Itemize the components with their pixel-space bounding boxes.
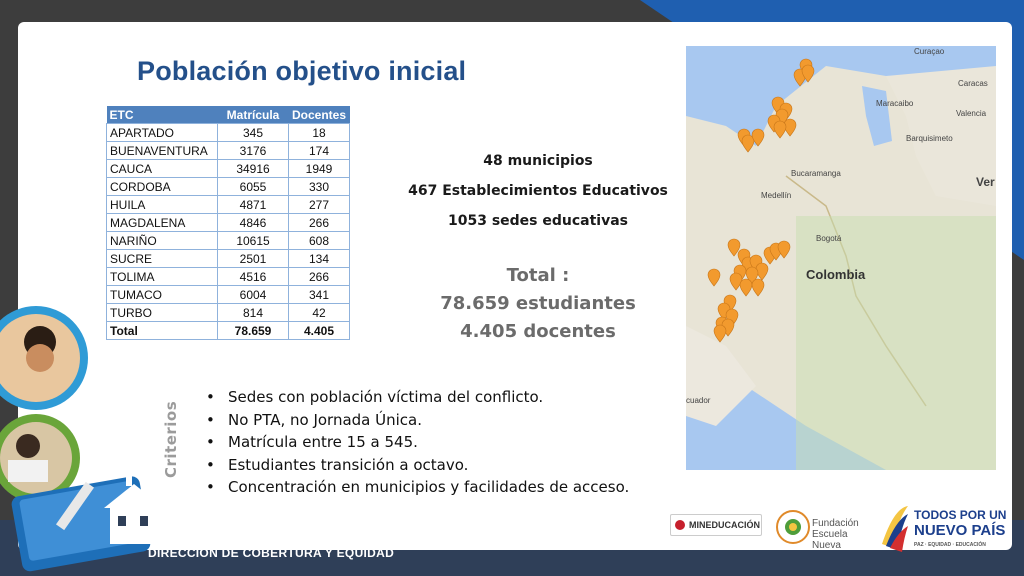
totals-docentes: 4.405 docentes [460,321,616,342]
school-chimney [126,470,132,486]
cell-etc: SUCRE [107,250,218,268]
map-label-barquisimeto: Barquisimeto [906,134,953,143]
cell-matricula: 3176 [218,142,289,160]
green-region [796,216,996,470]
totals-label: Total : [506,265,570,286]
map-label-curacao: Curaçao [914,47,945,56]
table-row [107,232,350,250]
tpn-line1: TODOS POR UN [914,508,1007,522]
cell-docentes: 1949 [289,160,350,178]
map-label-caracas: Caracas [958,79,988,88]
cell-docentes: 330 [289,178,350,196]
fundacion-logo [776,502,862,551]
cell-etc: HUILA [107,196,218,214]
stat-sedes: 1053 sedes educativas [447,213,629,229]
list-item: • Matrícula entre 15 a 545. [200,431,629,454]
cell-etc: NARIÑO [107,232,218,250]
cell-matricula: 6004 [218,286,289,304]
map-label-maracaibo: Maracaibo [876,99,914,108]
mineducacion-text: MINEDUCACIÓN [689,520,760,530]
header-docentes: Docentes [289,106,350,124]
table-row [107,196,350,214]
cell-matricula: 345 [218,124,289,142]
table-header-row [107,106,350,124]
cell-etc: CAUCA [107,160,218,178]
list-item: • Sedes con población víctima del conflicto. [200,386,629,409]
teacher-hair [16,434,40,458]
map-label-bogota: Bogotá [816,234,842,243]
cell-etc: Total [107,322,218,340]
cell-docentes: 4.405 [289,322,350,340]
totals-block [400,262,676,346]
cell-etc: TURBO [107,304,218,322]
cell-matricula: 4846 [218,214,289,232]
list-item: • Estudiantes transición a octavo. [200,454,629,477]
cell-docentes: 277 [289,196,350,214]
todos-por-un-nuevo-pais-logo [878,500,1008,554]
table-row [107,178,350,196]
criteria-label: Criterios [162,400,180,478]
cell-docentes: 134 [289,250,350,268]
table-row [107,160,350,178]
school-window [140,516,148,526]
cell-etc: CORDOBA [107,178,218,196]
cell-matricula: 10615 [218,232,289,250]
school-window [118,516,126,526]
header-etc: ETC [107,106,218,124]
table-row [107,142,350,160]
cell-docentes: 42 [289,304,350,322]
photo-collage [0,280,180,576]
table-row [107,124,350,142]
map-label-valencia: Valencia [956,109,987,118]
colombia-map [686,46,996,470]
cell-etc: TUMACO [107,286,218,304]
footer-text: DIRECCIÓN DE COBERTURA Y EQUIDAD [148,546,395,560]
list-item: • Concentración en municipios y facilidades de acceso. [200,476,629,499]
page-title: Población objetivo inicial [137,56,467,86]
header-matricula: Matrícula [218,106,289,124]
map-label-colombia: Colombia [806,267,866,282]
cell-docentes: 608 [289,232,350,250]
tpn-flag-icon [878,504,910,552]
cell-etc: MAGDALENA [107,214,218,232]
fundacion-seal-icon [776,510,810,544]
map-label-ecuador: cuador [686,396,711,405]
cell-matricula: 4871 [218,196,289,214]
stats-block [400,150,676,240]
school-icon [110,508,158,544]
fundacion-line1: Fundación [812,518,859,529]
mineducacion-logo [670,514,762,536]
cell-etc: BUENAVENTURA [107,142,218,160]
cell-matricula: 34916 [218,160,289,178]
child-photo-bottom [0,422,72,494]
cell-docentes: 266 [289,268,350,286]
cell-docentes: 174 [289,142,350,160]
logos-area [668,498,1012,558]
map-label-venezuela: Ver [976,175,995,189]
criteria-list [200,386,629,499]
cell-matricula: 2501 [218,250,289,268]
fundacion-line2: Escuela Nueva [812,529,848,551]
cell-docentes: 18 [289,124,350,142]
cell-etc: TOLIMA [107,268,218,286]
paper-sheet [8,460,48,482]
list-item: • No PTA, no Jornada Única. [200,409,629,432]
table-row [107,250,350,268]
stat-establecimientos: 467 Establecimientos Educativos [408,183,668,199]
tpn-line2: NUEVO PAÍS [914,522,1006,539]
tpn-line3: PAZ · EQUIDAD · EDUCACIÓN [914,542,986,548]
cell-matricula: 814 [218,304,289,322]
cell-docentes: 266 [289,214,350,232]
table-row [107,214,350,232]
cell-matricula: 4516 [218,268,289,286]
map-label-medellin: Medellín [761,191,792,200]
cell-matricula: 78.659 [218,322,289,340]
cell-etc: APARTADO [107,124,218,142]
map-label-bucaramanga: Bucaramanga [791,169,841,178]
totals-estudiantes: 78.659 estudiantes [440,293,636,314]
child-face [26,344,54,372]
cell-docentes: 341 [289,286,350,304]
flag-seal-icon [675,520,685,530]
stat-municipios: 48 municipios [483,153,593,169]
cell-matricula: 6055 [218,178,289,196]
